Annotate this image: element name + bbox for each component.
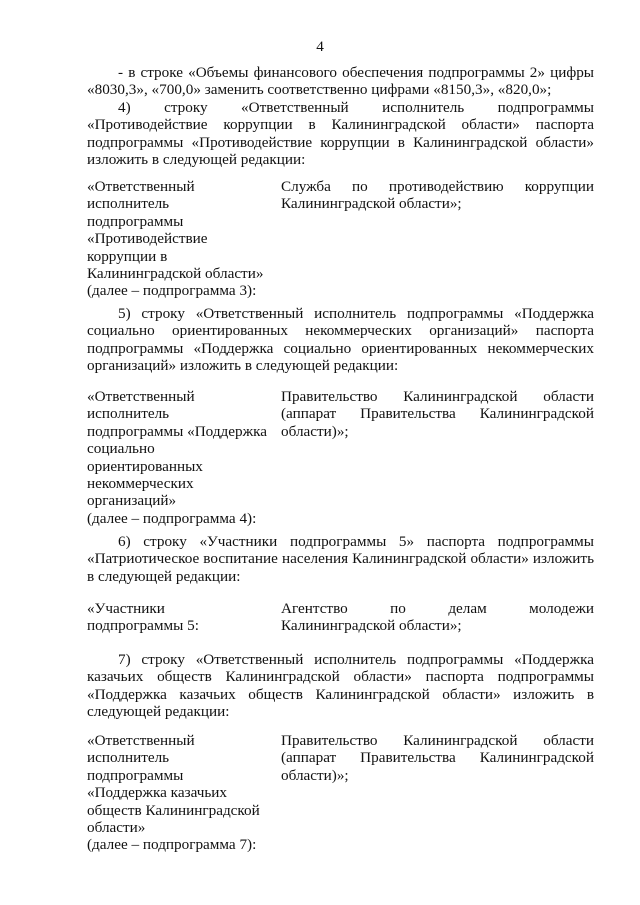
item6-right-cell: Агентство по делам молодежи Калининградской области»;: [281, 600, 594, 635]
item4-paragraph: 4) строку «Ответственный исполнитель подпрограммы «Противодействие коррупции в Калининградской области» паспорта подпрограммы «Противодействие коррупции в Калининградской области» изложить в следующей редакции:: [87, 99, 594, 169]
item7-left-line: «Ответственный: [87, 732, 195, 749]
item7-left-line: подпрограммы: [87, 766, 184, 784]
item4-left-line: (далее – подпрограмма 3):: [87, 282, 257, 300]
item7-left-line: (далее – подпрограмма 7):: [87, 836, 257, 854]
item4-left-line: подпрограммы: [87, 212, 184, 230]
item7-left-line: исполнитель: [87, 749, 170, 767]
item4-left-line: «Противодействие: [87, 230, 208, 248]
intro-line-1: - в строке «Объемы финансового обеспечения подпрограммы 2» цифры: [118, 64, 594, 81]
item7-left-cell: [87, 732, 272, 854]
item5-left-line: социально: [87, 440, 155, 458]
item5-left-line: организаций»: [87, 492, 177, 510]
item5-paragraph: 5) строку «Ответственный исполнитель подпрограммы «Поддержка социально ориентированных некоммерческих организаций» паспорта подпрограммы «Поддержка социально ориентированных некоммерческих организаций» изложить в следующей редакции:: [87, 305, 594, 375]
item5-left-line: (далее – подпрограмма 4):: [87, 509, 257, 527]
item6-paragraph: 6) строку «Участники подпрограммы 5» паспорта подпрограммы «Патриотическое воспитание населения Калининградской области» изложить в следующей редакции:: [87, 533, 594, 585]
item4-left-line: коррупции в: [87, 247, 168, 265]
item6-left-line: подпрограммы 5:: [87, 617, 199, 635]
item5-left-line: «Ответственный: [87, 388, 195, 405]
item5-left-line: исполнитель: [87, 405, 170, 423]
item5-left-line: подпрограммы «Поддержка: [87, 422, 268, 440]
item6-left-line: «Участники: [87, 600, 165, 617]
item4-left-line: «Ответственный: [87, 178, 195, 195]
intro-line-2: «8030,3», «700,0» заменить соответственно цифрами «8150,3», «820,0»;: [87, 81, 552, 99]
item5-left-line: ориентированных: [87, 457, 203, 475]
item7-left-line: области»: [87, 819, 146, 837]
item4-right-cell: Служба по противодействию коррупции Калининградской области»;: [281, 178, 594, 213]
page-number: 4: [316, 38, 324, 55]
item5-left-line: некоммерческих: [87, 475, 194, 493]
item4-left-cell: [87, 178, 272, 300]
item4-left-line: исполнитель: [87, 195, 170, 213]
item5-right-cell: Правительство Калининградской области (аппарат Правительства Калининградской области)»;: [281, 388, 594, 440]
item7-paragraph: 7) строку «Ответственный исполнитель подпрограммы «Поддержка казачьих обществ Калининградской области» паспорта подпрограммы «Поддержка казачьих обществ Калининградской области» изложить в следующей редакции:: [87, 651, 594, 721]
item4-left-line: Калининградской области»: [87, 265, 264, 283]
item5-left-cell: [87, 388, 272, 527]
item6-left-cell: [87, 600, 272, 635]
item7-left-line: обществ Калининградской: [87, 801, 260, 819]
intro-paragraph: [87, 64, 594, 99]
item7-left-line: «Поддержка казачьих: [87, 784, 227, 802]
item7-right-cell: Правительство Калининградской области (аппарат Правительства Калининградской области)»;: [281, 732, 594, 784]
